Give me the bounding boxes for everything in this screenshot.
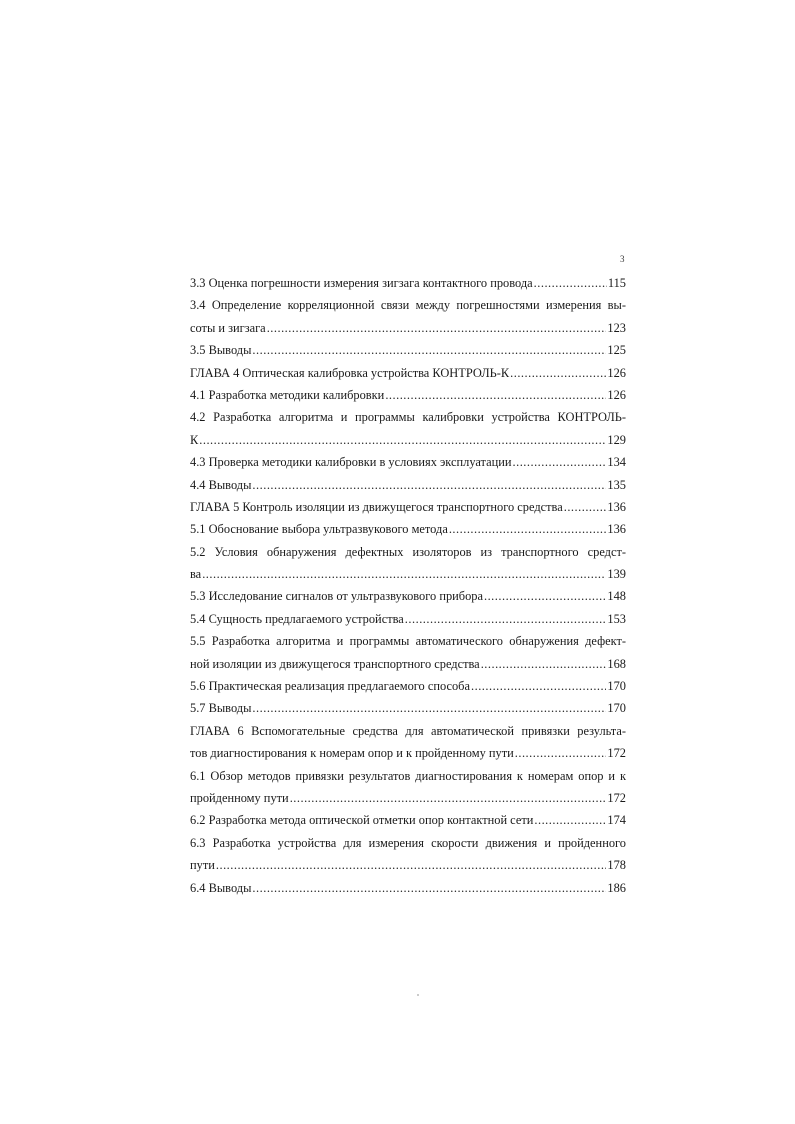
dot-leader [510,362,606,384]
toc-entry [190,384,626,406]
toc-entry [190,720,626,765]
toc-entry-title: 4.1 Разработка методики калибровки [190,387,385,402]
dot-leader [199,429,606,451]
toc-entry-page: 178 [607,858,626,873]
dot-leader [481,653,607,675]
dot-leader [252,697,606,719]
toc-entry-title: ГЛАВА 4 Оптическая калибровка устройства КОНТРОЛЬ-К [190,365,510,380]
toc-entry-row [190,675,626,697]
toc-entry-line: 3.4 Определение корреляционной связи между погрешностями измерения вы- [190,298,626,313]
dot-leader [534,272,607,294]
toc-entry-row [190,697,626,719]
scan-speck [417,994,419,996]
toc-entry-title: ГЛАВА 5 Контроль изоляции из движущегося транспортного средства [190,499,563,514]
page-number: 3 [620,254,625,264]
toc-entry-page: 172 [607,746,626,761]
toc-entry-row [190,317,626,339]
toc-entry-row [190,272,626,294]
toc-entry-page: 126 [607,387,626,402]
toc-entry-row [190,429,626,451]
toc-entry-title: ва [190,567,202,582]
toc-entry-row [190,384,626,406]
toc-entry [190,496,626,518]
toc-entry-row [190,653,626,675]
toc-entry-row [190,339,626,361]
toc-entry-title: 5.7 Выводы [190,701,252,716]
toc-entry-row [190,474,626,496]
toc-entry-page: 186 [607,880,626,895]
dot-leader [513,451,607,473]
toc-entry-row [190,362,626,384]
dot-leader [515,742,607,764]
toc-entry-title: пути [190,858,215,873]
toc-entry [190,406,626,451]
dot-leader [405,608,607,630]
toc-entry-line: 4.2 Разработка алгоритма и программы калибровки устройства КОНТРОЛЬ- [190,410,626,425]
toc-entry-row [190,809,626,831]
toc-entry [190,832,626,877]
toc-entry [190,608,626,630]
toc-entry-title: 4.4 Выводы [190,477,252,492]
toc-entry-title: тов диагностирования к номерам опор и к пройденному пути [190,746,514,761]
toc-entry-title: пройденному пути [190,790,289,805]
toc-entry-page: 126 [607,365,626,380]
toc-entry [190,294,626,339]
toc-entry-title: 5.1 Обоснование выбора ультразвукового метода [190,522,448,537]
toc-entry-line: ГЛАВА 6 Вспомогательные средства для автоматической привязки результа- [190,723,626,738]
toc-entry-page: 170 [607,701,626,716]
toc-entry-page: 153 [607,611,626,626]
toc-entry-row [190,608,626,630]
dot-leader [252,877,606,899]
toc-entry-line: 5.2 Условия обнаружения дефектных изоляторов из транспортного средст- [190,544,626,559]
toc-entry-title: 5.6 Практическая реализация предлагаемого способа [190,679,470,694]
toc-entry [190,518,626,540]
toc-entry-title: 4.3 Проверка методики калибровки в условиях эксплуатации [190,455,512,470]
toc-entry-row [190,563,626,585]
toc-entry-title: 3.3 Оценка погрешности измерения зигзага контактного провода [190,276,533,290]
dot-leader [449,518,607,540]
toc-entry-title: ной изоляции из движущегося транспортного средства [190,656,480,671]
toc-entry-page: 174 [607,813,626,828]
toc-entry-page: 170 [607,679,626,694]
toc-entry-row [190,854,626,876]
toc-entry-row [190,787,626,809]
toc-entry [190,541,626,586]
toc-entry [190,697,626,719]
dot-leader [484,585,606,607]
toc-entry-row [190,496,626,518]
toc-entry-title: 3.5 Выводы [190,343,252,358]
dot-leader [252,474,606,496]
toc-entry-row [190,518,626,540]
toc-entry-page: 115 [607,276,626,290]
toc-entry [190,809,626,831]
dot-leader [267,317,607,339]
toc-entry-page: 172 [607,790,626,805]
toc-entry [190,272,626,294]
toc-entry-page: 123 [607,320,626,335]
dot-leader [290,787,607,809]
toc-entry [190,451,626,473]
dot-leader [202,563,606,585]
toc-entry-title: 5.4 Сущность предлагаемого устройства [190,611,404,626]
toc-entry-page: 148 [607,589,626,604]
dot-leader [216,854,607,876]
toc-entry [190,675,626,697]
toc-entry-page: 129 [607,432,626,447]
toc-entry-page: 139 [607,567,626,582]
toc-entry [190,362,626,384]
toc-entry-row [190,451,626,473]
dot-leader [252,339,606,361]
toc-entry-page: 136 [607,499,626,514]
toc-entry-page: 168 [607,656,626,671]
dot-leader [534,809,606,831]
table-of-contents [190,272,626,899]
toc-entry [190,765,626,810]
toc-entry [190,630,626,675]
toc-entry-row [190,742,626,764]
toc-entry-line: 5.5 Разработка алгоритма и программы автоматического обнаружения дефект- [190,634,626,649]
dot-leader [564,496,607,518]
toc-entry-row [190,585,626,607]
toc-entry-row [190,877,626,899]
toc-entry-title: К [190,432,199,447]
toc-entry [190,474,626,496]
toc-entry-title: 6.4 Выводы [190,880,252,895]
toc-entry-title: 5.3 Исследование сигналов от ультразвукового прибора [190,589,483,604]
toc-entry-title: 6.2 Разработка метода оптической отметки опор контактной сети [190,813,534,828]
dot-leader [385,384,606,406]
toc-entry-page: 125 [607,343,626,358]
toc-entry-title: соты и зигзага [190,320,266,335]
toc-entry [190,585,626,607]
toc-entry [190,877,626,899]
dot-leader [471,675,606,697]
toc-entry [190,339,626,361]
toc-entry-page: 134 [607,455,626,470]
toc-entry-page: 136 [607,522,626,537]
toc-entry-line: 6.1 Обзор методов привязки результатов диагностирования к номерам опор и к [190,768,626,783]
toc-entry-page: 135 [607,477,626,492]
toc-entry-line: 6.3 Разработка устройства для измерения скорости движения и пройденного [190,835,626,850]
